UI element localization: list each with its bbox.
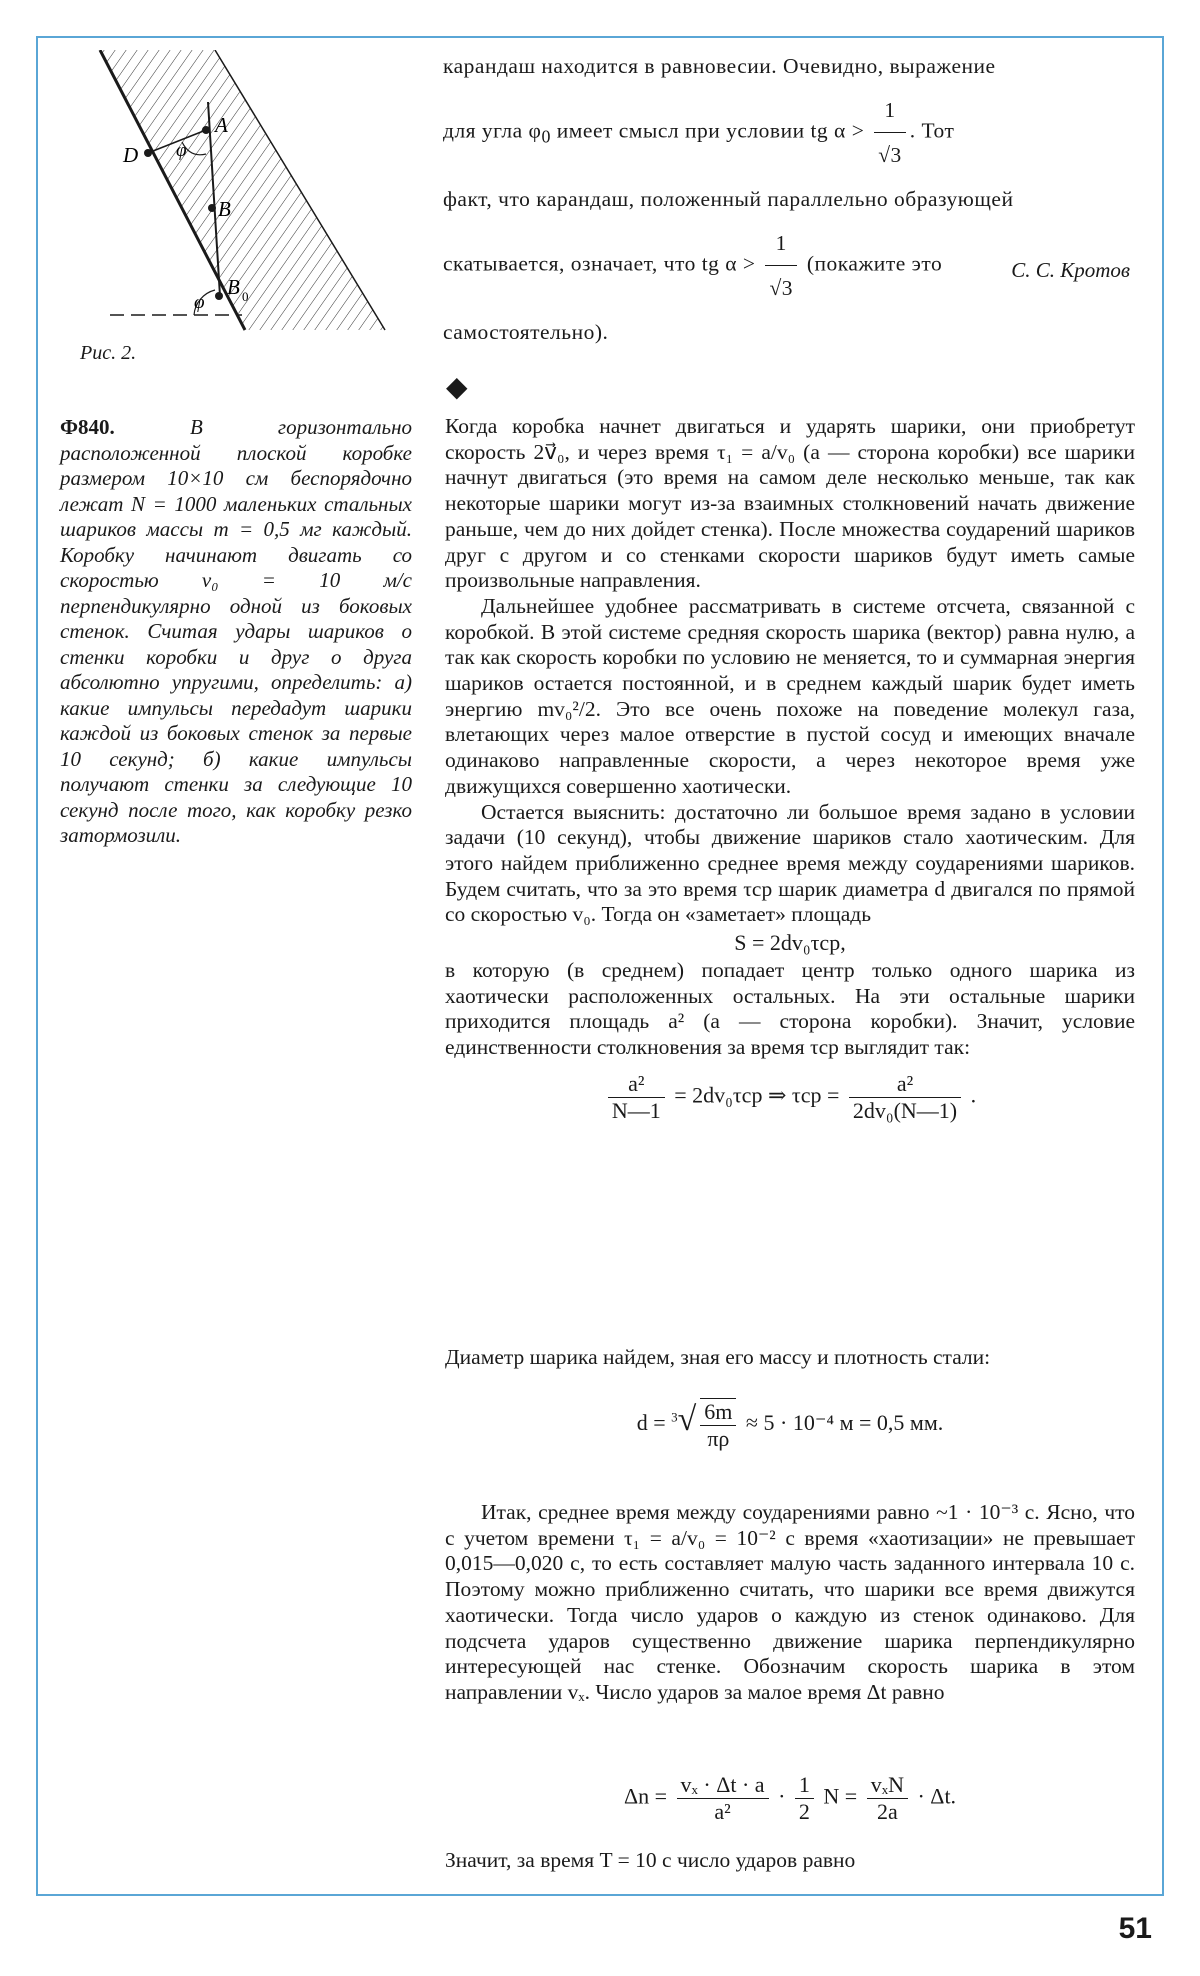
solution-paragraph-6: Итак, среднее время между соударениями равно ~1 · 10⁻³ с. Ясно, что с учетом времени τ₁ = a/v₀ = 10⁻² с время «хаотизации» не превышает 0,015—0,020 с, то есть составляет малую часть заданного интервала 10 с. Поэтому можно приближенно считать, что шарики все время движутся хаотически. Тогда число ударов о каждую из стенок одинаково. Для подсчета ударов существенно движение шарика перпендикулярно интересующей нас стенке. Обозначим скорость шарика в этом направлении vₓ. Число ударов за малое время Δt равно (445, 1500, 1135, 1704)
formula-tau: $\frac{\text{a²}}{N—1}$ = 2dv₀τср ⇒ τср = $\frac{\text{a²}}{\text{2dv₀(N—1)}}$ . (445, 1071, 1135, 1124)
label-a: A (215, 113, 228, 137)
fraction-tau: $\frac{\text{a²}}{\text{2dv₀(N—1)}}$ (849, 1071, 961, 1124)
top-line-4: скатывается, означает, что tg α > $\frac{1}{√3}$ (покажите это (443, 221, 1133, 310)
diamond-marker: ◆ (446, 372, 468, 403)
top-line-5: самостоятельно). (443, 320, 609, 344)
label-b0: B (227, 275, 240, 299)
formula-diameter: d = $^3$√ $\frac{6m}{\pi\rho}$ ≈ 5 · 10⁻⁴ м = 0,5 мм. (636, 1399, 944, 1451)
figure-caption: Рис. 2. (80, 342, 137, 364)
fraction-1-sqrt3: $\frac{1}{√3}$ (874, 88, 906, 177)
top-continuation-text (443, 44, 1133, 354)
page-number: 51 (1118, 1912, 1152, 1945)
top-line-1: карандаш находится в равновесии. Очевидно, выражение (443, 54, 996, 78)
solution-paragraph-5: Диаметр шарика найдем, зная его массу и плотность стали: (445, 1345, 991, 1369)
label-b: B (218, 197, 231, 221)
point-a (202, 126, 210, 134)
point-d (144, 149, 152, 157)
label-b0-sub: 0 (242, 289, 249, 304)
solution-part-3 (445, 1500, 1135, 1706)
formula-delta-n: Δn = $\frac{\text{vₓ · Δt · a}}{\text{a²}}$ · $\frac{1}{2}$ N = $\frac{\text{vₓN}}{2a}$ · Δt. (623, 1772, 957, 1824)
fraction-vxn-2a: $\frac{\text{vₓN}}{2a}$ (867, 1772, 908, 1825)
problem-id: Ф840. (60, 415, 115, 439)
solution-paragraph-4: в которую (в среднем) попадает центр только одного шарика из хаотически расположенных остальных. На эти остальные шарики приходится площадь a² (a — сторона коробки). Значит, условие единственности столкновения за время τср выглядит так: (445, 958, 1135, 1060)
solution-part-2 (445, 1345, 1135, 1371)
problem-statement (60, 415, 412, 849)
solution-paragraph-3: Остается выяснить: достаточно ли большое время задано в условии задачи (10 секунд), чтобы движение шариков стало хаотическим. Для этого найдем приближенно среднее время между соударениями шариков. Будем считать, что за это время τср шарик диаметра d двигался по прямой со скоростью v₀. Тогда он «заметает» площадь (445, 799, 1135, 927)
solution-paragraph-7: Значит, за время T = 10 с число ударов равно (445, 1848, 856, 1872)
solution-part-4 (445, 1848, 1135, 1874)
solution-body (445, 414, 1135, 1126)
label-d: D (123, 143, 139, 167)
figure-pencil-diagram (60, 50, 390, 340)
label-phi-bottom: φ (194, 292, 205, 313)
top-line-2: для угла $\varphi_0$ имеет смысл при условии tg α > $\frac{1}{√3}$ . Тот (443, 88, 1133, 177)
fraction-6m-pirho: $\frac{6m}{\pi\rho}$ (700, 1398, 736, 1452)
formula-area: S = 2dv₀τср, (734, 930, 846, 956)
point-b0 (215, 292, 223, 300)
solution-paragraph-2: Дальнейшее удобнее рассматривать в системе отсчета, связанной с коробкой. В этой системе средняя скорость шарика (вектор) равна нулю, а так как скорость коробки по условию не меняется, то и суммарная энергия шариков остается постоянной, и в среднем каждый шарик будет иметь энергию mv₀²/2. Это все очень похоже на поведение молекул газа, влетающих через малое отверстие в пустой сосуд и имеющих вначале одинаково направленные скорости, а через некоторое время уже движущихся совершенно хаотически. (445, 593, 1135, 798)
label-phi-top: φ (176, 140, 187, 161)
fraction-vx-dt-a: $\frac{\text{vₓ · Δt · a}}{\text{a²}}$ (677, 1772, 769, 1825)
problem-text: В горизонтально расположенной плоской коробке размером 10×10 см беспорядочно лежат N = 1000 маленьких стальных шариков массы m = 0,5 мг каждый. Коробку начинают двигать со скоростью v₀ = 10 м/с перпендикулярно одной из боковых стенок. Считая удары шариков о стенки коробки и друг о друга абсолютно упругими, определить: а) какие импульсы передадут шарики каждой из боковых стенок за первые 10 секунд; б) какие импульсы получают стенки за следующие 10 секунд после того, как коробку резко затормозили. (60, 415, 412, 847)
top-line-3: факт, что карандаш, положенный параллельно образующей (443, 187, 1014, 211)
fraction-a2-n1: $\frac{\text{a²}}{N—1}$ (608, 1071, 665, 1124)
fraction-1-sqrt3-b: $\frac{1}{√3}$ (765, 221, 797, 310)
solution-paragraph-1: Когда коробка начнет двигаться и ударять шарики, они приобретут скорость 2v⃗₀, и через время τ₁ = a/v₀ (a — сторона коробки) все шарики начнут двигаться (это время на самом деле несколько меньше, так как некоторые шарики могут из-за взаимных столкновений начать движение раньше, чем до них дойдет стенка). После множества соударений шариков друг с другом и со стенками скорости шариков будут иметь самые произвольные направления. (445, 414, 1135, 593)
author: С. С. Кротов (1011, 258, 1130, 282)
point-b (208, 204, 216, 212)
fraction-one-half: $\frac{1}{2}$ (795, 1772, 814, 1825)
hatched-cone-region (100, 50, 385, 330)
